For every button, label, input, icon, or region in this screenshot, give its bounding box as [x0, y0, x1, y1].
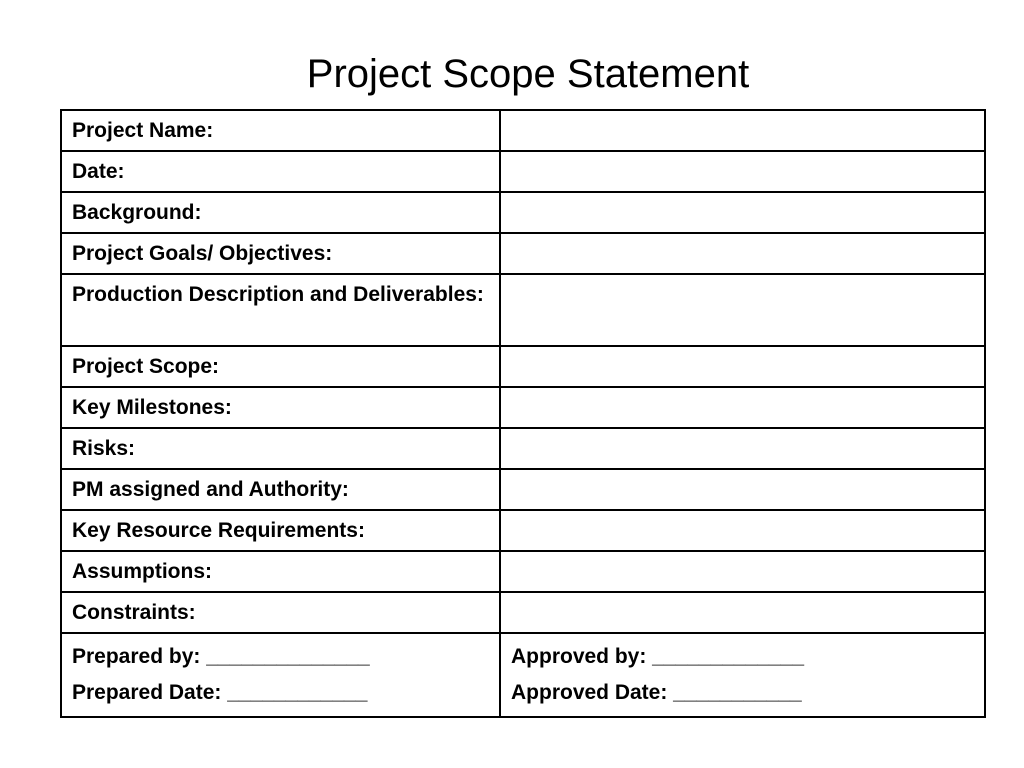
background-label: Background:	[61, 192, 500, 233]
project-goals-field[interactable]	[500, 233, 985, 274]
approved-date-line[interactable]: Approved Date: ___________	[511, 681, 802, 704]
risks-label: Risks:	[61, 428, 500, 469]
table-row	[61, 151, 985, 192]
constraints-field[interactable]	[500, 592, 985, 633]
table-row	[61, 192, 985, 233]
project-scope-field[interactable]	[500, 346, 985, 387]
table-row	[61, 510, 985, 551]
table-row	[61, 428, 985, 469]
table-row	[61, 274, 985, 346]
pm-assigned-label: PM assigned and Authority:	[61, 469, 500, 510]
approved-cell	[500, 633, 985, 717]
signoff-row	[61, 633, 985, 717]
table-row	[61, 469, 985, 510]
table-row	[61, 110, 985, 151]
key-milestones-field[interactable]	[500, 387, 985, 428]
prepared-by-line[interactable]: Prepared by: ______________	[72, 645, 370, 668]
table-row	[61, 592, 985, 633]
prepared-date-line[interactable]: Prepared Date: ____________	[72, 681, 368, 704]
production-description-field[interactable]	[500, 274, 985, 346]
project-scope-label: Project Scope:	[61, 346, 500, 387]
scope-table	[60, 109, 986, 718]
risks-field[interactable]	[500, 428, 985, 469]
background-field[interactable]	[500, 192, 985, 233]
assumptions-field[interactable]	[500, 551, 985, 592]
project-name-field[interactable]	[500, 110, 985, 151]
project-goals-label: Project Goals/ Objectives:	[61, 233, 500, 274]
date-label: Date:	[61, 151, 500, 192]
table-row	[61, 387, 985, 428]
prepared-cell	[61, 633, 500, 717]
pm-assigned-field[interactable]	[500, 469, 985, 510]
assumptions-label: Assumptions:	[61, 551, 500, 592]
production-description-label: Production Description and Deliverables:	[61, 274, 500, 346]
table-row	[61, 551, 985, 592]
table-row	[61, 346, 985, 387]
key-milestones-label: Key Milestones:	[61, 387, 500, 428]
table-row	[61, 233, 985, 274]
key-resource-field[interactable]	[500, 510, 985, 551]
constraints-label: Constraints:	[61, 592, 500, 633]
date-field[interactable]	[500, 151, 985, 192]
approved-by-line[interactable]: Approved by: _____________	[511, 645, 805, 668]
project-name-label: Project Name:	[61, 110, 500, 151]
page-title: Project Scope Statement	[306, 52, 750, 96]
key-resource-label: Key Resource Requirements:	[61, 510, 500, 551]
